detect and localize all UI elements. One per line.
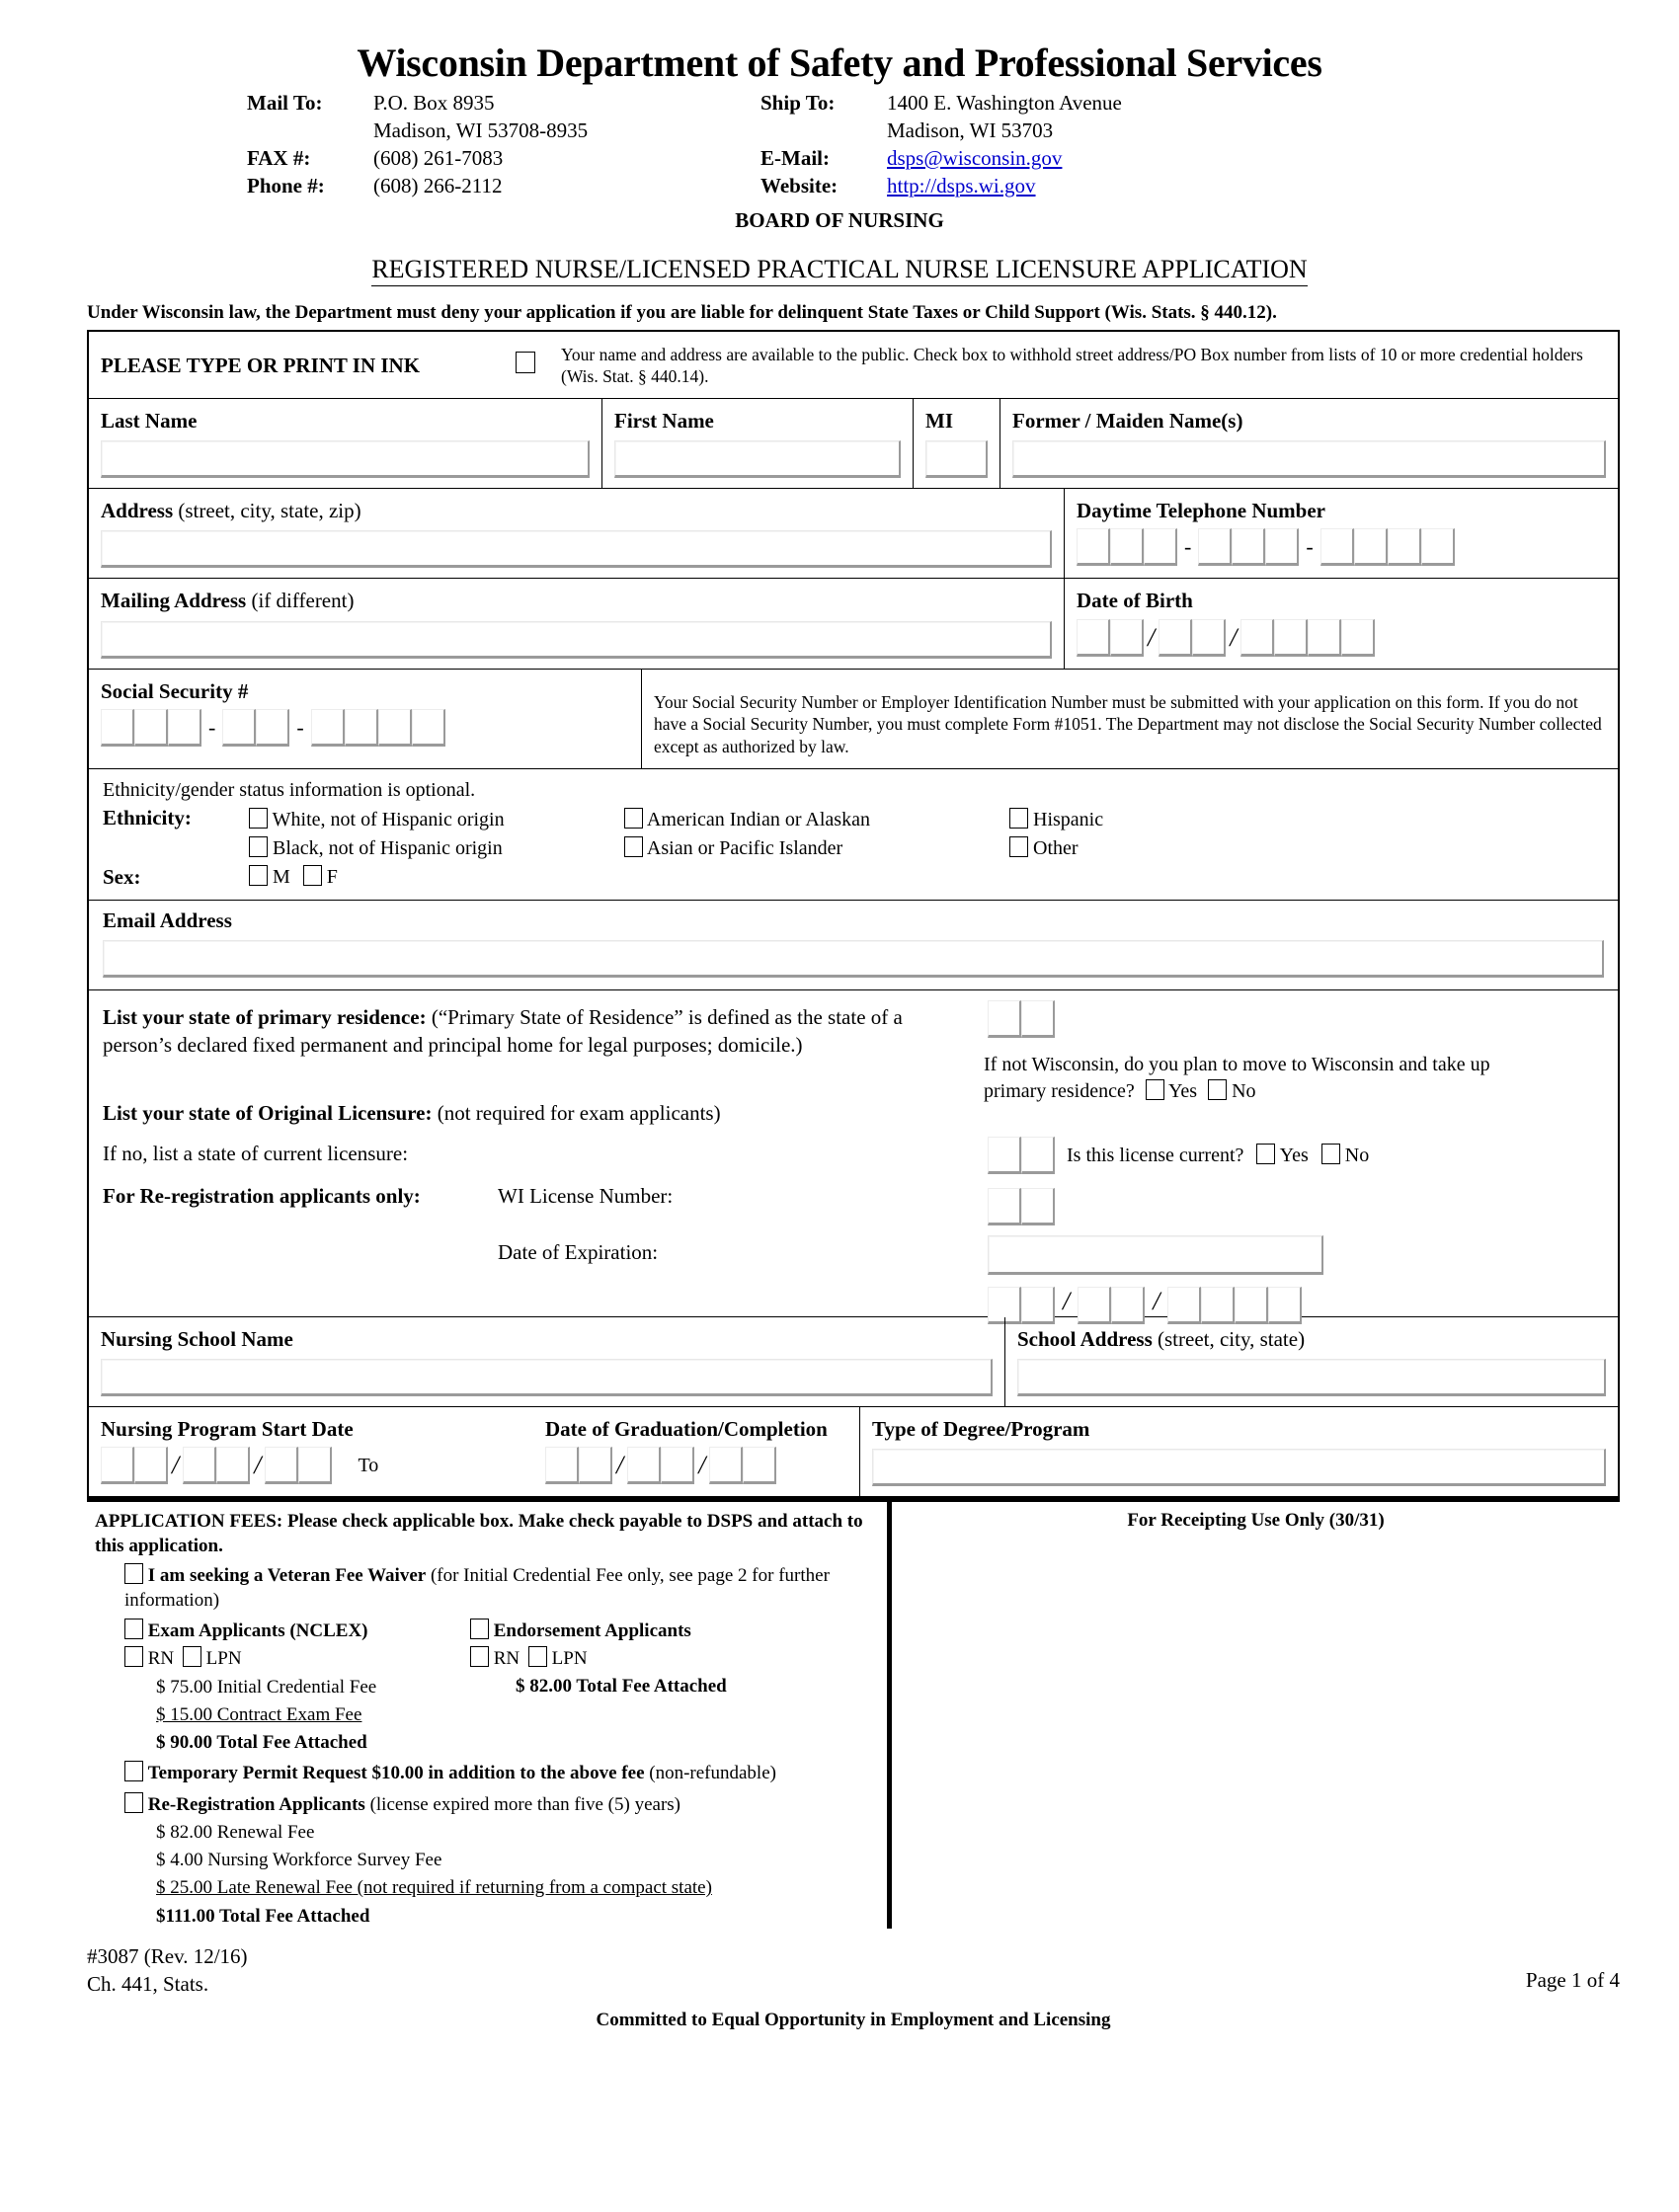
dob-box[interactable] [1341,619,1375,657]
current-licensure-state-boxes[interactable] [988,1188,1055,1225]
website-row [760,173,1620,200]
graduation-box[interactable] [743,1447,776,1484]
fax-label: FAX #: [247,145,311,170]
mail-to-spacer [247,118,373,145]
mailing-address-row [89,579,1618,669]
ethnicity-optional-note: Ethnicity/gender status information is optional. [103,778,476,801]
page-number: Page 1 of 4 [1525,1967,1620,1992]
graduation-date-label: Date of Graduation/Completion [545,1417,828,1442]
address-label [101,499,1052,522]
ship-to-label: Ship To: [760,91,836,115]
application-fees-title: APPLICATION FEES: Please check applicable box. Make check payable to DSPS and attach to this application. [95,1511,863,1556]
graduation-date-cell [533,1407,859,1496]
ethnicity-option-label: White, not of Hispanic origin [272,808,505,830]
sex-option-label-f: F [326,865,338,888]
dob-box[interactable] [1110,619,1144,657]
ssn-box[interactable] [256,709,289,747]
ethnicity-option[interactable] [1009,806,1604,834]
rereg-fee-total: $111.00 Total Fee Attached [156,1905,370,1927]
ssn-box[interactable] [101,709,134,747]
residence-right-stack [968,990,1618,1316]
program-start-box[interactable] [216,1447,250,1484]
ssn-box[interactable] [168,709,201,747]
phone-box[interactable] [1110,528,1144,566]
reregistration-checkbox[interactable] [124,1792,143,1813]
phone-box[interactable] [1421,528,1455,566]
dob-box[interactable] [1192,619,1226,657]
fax-value: (608) 261-7083 [373,145,504,170]
graduation-box[interactable] [709,1447,743,1484]
ethnicity-checkbox-hispanic[interactable] [1009,808,1028,829]
ship-to-line2: Madison, WI 53703 [887,118,1054,142]
date-of-expiration-label: Date of Expiration: [498,1240,659,1265]
form-number: #3087 (Rev. 12/16) [87,1943,248,1968]
address-input[interactable] [101,530,1052,568]
endorsement-credential-line[interactable] [470,1646,877,1672]
ethnicity-option-label: Other [1033,836,1079,859]
school-address-label [1017,1327,1606,1351]
sex-option-label-m: M [273,865,290,888]
program-start-box[interactable] [134,1447,168,1484]
primary-state-box[interactable] [1021,1000,1055,1038]
phone-row [247,173,760,200]
name-row [89,399,1618,489]
footer-left [87,1942,1620,1999]
primary-state-box[interactable] [988,1000,1021,1038]
reregistration-line[interactable] [95,1792,877,1818]
form-page [0,40,1679,2212]
ship-to-row2 [760,118,1620,145]
primary-residence-bold: List your state of primary residence: [103,1005,427,1029]
graduation-box[interactable] [661,1447,694,1484]
receipting-label: For Receipting Use Only (30/31) [1127,1510,1385,1532]
withhold-checkbox-cell[interactable] [504,332,549,385]
daytime-phone-cell [1065,489,1618,578]
last-name-label: Last Name [101,409,198,434]
ethnicity-option-label: Black, not of Hispanic origin [273,836,503,859]
program-start-box[interactable] [101,1447,134,1484]
license-current-yes-checkbox[interactable] [1256,1144,1275,1164]
school-address-input[interactable] [1017,1359,1606,1396]
phone-box[interactable] [1077,528,1110,566]
exam-credential-line[interactable] [95,1646,470,1672]
school-address-hint: (street, city, state) [1158,1327,1306,1351]
program-start-cell [89,1407,533,1496]
endorsement-applicants-column [470,1617,877,1755]
page-title: Wisconsin Department of Safety and Professional Services [357,40,1322,85]
degree-type-cell [859,1407,1618,1496]
dob-separator: / [1230,622,1238,652]
sex-choices [249,865,338,890]
phone-separator: - [1306,534,1314,560]
ssn-note: Your Social Security Number or Employer Identification Number must be submitted with your application on this form. If you do not have a Social Security Number, you must complete Form #1051. The Department may not disclose the Social Security Number collected except as authorized by law. [654,691,1602,757]
ethnicity-option[interactable] [624,806,1009,834]
email-row [760,145,1620,173]
ethnicity-option[interactable] [249,834,624,863]
rereg-fee-renewal: $ 82.00 Renewal Fee [156,1822,315,1844]
mail-to-line1: P.O. Box 8935 [373,91,495,115]
license-current-text: Is this license current? [1067,1145,1244,1166]
ship-to-spacer [760,118,887,145]
license-yes-label: Yes [1279,1145,1309,1166]
sex-checkbox-male[interactable] [249,865,268,886]
board-name: BOARD OF NURSING [735,207,944,232]
wi-license-number-input-wrap [988,1235,1323,1275]
endorsement-lpn-label: LPN [551,1647,588,1669]
sex-label: Sex: [103,864,141,889]
reregistration-bold: Re-Registration Applicants [147,1793,365,1815]
endorsement-applicants-checkbox[interactable] [470,1619,489,1639]
endorsement-applicants-line[interactable] [470,1619,877,1644]
temporary-permit-checkbox[interactable] [124,1761,143,1781]
expiration-separator: / [1153,1287,1160,1315]
ethnicity-checkbox-other[interactable] [1009,836,1028,857]
license-current-no-checkbox[interactable] [1321,1144,1340,1164]
former-name-input[interactable] [1012,440,1606,478]
nursing-school-name-label: Nursing School Name [101,1327,293,1351]
ssn-box[interactable] [134,709,168,747]
primary-residence-rest: (“Primary State of Residence” is defined as the state of a person’s declared fixed permanent and principal home for legal purposes; domicile.) [103,1005,903,1057]
exam-lpn-label: LPN [205,1647,242,1669]
last-name-cell [89,399,602,488]
ssn-box[interactable] [412,709,445,747]
program-start-boxes[interactable] [101,1447,521,1484]
application-title [0,255,1679,284]
ssn-separator: - [296,714,304,740]
chapter-reference: Ch. 441, Stats. [87,1971,209,1996]
dob-box[interactable] [1274,619,1308,657]
mailing-address-hint: (if different) [251,589,355,613]
address-row [89,489,1618,579]
ssn-cell [89,670,642,768]
school-address-cell [1005,1317,1618,1406]
program-start-box[interactable] [298,1447,332,1484]
fax-row [247,145,760,173]
exam-fee-contract: $ 15.00 Contract Exam Fee [156,1703,362,1725]
ssn-label: Social Security # [101,678,249,703]
ethnicity-label: Ethnicity: [103,805,192,830]
application-fees-section [87,1498,1620,1928]
temporary-permit-rest: (non-refundable) [649,1762,776,1783]
dob-box[interactable] [1308,619,1341,657]
former-name-label: Former / Maiden Name(s) [1012,409,1243,434]
exam-lpn-checkbox[interactable] [183,1646,201,1667]
date-of-birth-label: Date of Birth [1077,589,1193,613]
expiration-separator: / [1063,1287,1071,1315]
equal-opportunity-statement: Committed to Equal Opportunity in Employment and Licensing [596,2010,1111,2031]
application-form-table [87,330,1620,1499]
school-address-label-text: School Address [1017,1327,1153,1351]
ethnicity-column-1 [249,806,624,863]
veteran-fee-waiver-rest: (for Initial Credential Fee only, see page 2 for further information) [124,1564,830,1611]
email-address-input[interactable] [103,940,1604,978]
if-no-state-label: If no, list a state of current licensure: [103,1142,409,1166]
rereg-applicants-label: For Re-registration applicants only: [103,1184,421,1209]
mailing-address-label-text: Mailing Address [101,589,247,613]
program-dates-row [89,1407,1618,1496]
original-licensure-bold: List your state of Original Licensure: [103,1101,433,1126]
phone-box[interactable] [1144,528,1177,566]
sex-options [103,865,1604,890]
residence-left-cell [89,990,968,1316]
graduation-box[interactable] [579,1447,612,1484]
dob-box[interactable] [1159,619,1192,657]
rereg-fee-late-wrap [95,1875,877,1900]
original-state-box[interactable] [988,1137,1021,1174]
ssn-box[interactable] [222,709,256,747]
program-start-separator: / [172,1451,180,1480]
temporary-permit-line[interactable] [95,1761,877,1786]
phone-value: (608) 266-2112 [373,173,503,198]
daytime-phone-label: Daytime Telephone Number [1077,499,1325,523]
ethnicity-options [103,806,1604,863]
ethnicity-option[interactable] [624,834,1009,863]
phone-separator: - [1184,534,1192,560]
temporary-permit-bold: Temporary Permit Request $10.00 in addition to the above fee [147,1762,645,1783]
exam-rn-checkbox[interactable] [124,1646,143,1667]
date-of-birth-boxes[interactable] [1077,619,1606,657]
first-name-label: First Name [614,409,714,434]
ethnicity-checkbox-american-indian[interactable] [624,808,643,829]
original-licensure-rest: (not required for exam applicants) [437,1101,721,1126]
phone-box[interactable] [1232,528,1265,566]
mailing-address-label [101,589,1052,612]
last-name-input[interactable] [101,440,590,478]
graduation-separator: / [698,1451,706,1480]
mailing-address-cell [89,579,1065,668]
move-to-wisconsin-question [984,1052,1537,1105]
mail-to-row2 [247,118,760,145]
email-address-label: Email Address [103,908,232,932]
license-current-question [1067,1144,1369,1167]
rereg-fee-survey: $ 4.00 Nursing Workforce Survey Fee [156,1850,442,1871]
rereg-row [103,1184,954,1209]
endorsement-rn-label: RN [493,1647,520,1669]
mail-to-row [247,90,760,118]
exam-applicants-column [95,1617,470,1755]
move-no-label: No [1232,1080,1256,1102]
dob-separator: / [1148,622,1156,652]
ethnicity-row [89,769,1618,901]
mailing-address-input[interactable] [101,621,1052,659]
ethnicity-option-label: Asian or Pacific Islander [646,836,843,859]
reregistration-rest: (license expired more than five (5) years) [369,1793,680,1815]
law-notice: Under Wisconsin law, the Department must deny your application if you are liable for delinquent State Taxes or Child Support (Wis. Stats. § 440.12). [87,301,1277,323]
degree-type-label: Type of Degree/Program [872,1417,1090,1442]
withhold-address-checkbox[interactable] [516,352,535,373]
exam-applicants-checkbox[interactable] [124,1619,143,1639]
exam-applicants-line[interactable] [95,1619,470,1644]
daytime-phone-boxes[interactable] [1077,528,1606,566]
phone-box[interactable] [1388,528,1421,566]
phone-box[interactable] [1198,528,1232,566]
ssn-box[interactable] [378,709,412,747]
endorsement-applicants-label: Endorsement Applicants [493,1620,691,1642]
fees-left-column [87,1502,892,1928]
mi-label: MI [925,409,953,434]
current-state-box[interactable] [1021,1188,1055,1225]
application-title-text: REGISTERED NURSE/LICENSED PRACTICAL NURSE LICENSURE APPLICATION [371,255,1307,286]
former-name-cell [1000,399,1618,488]
ethnicity-checkbox-white[interactable] [249,808,268,829]
dob-box[interactable] [1077,619,1110,657]
school-row [89,1317,1618,1407]
ssn-separator: - [208,714,216,740]
ethnicity-checkbox-asian[interactable] [624,836,643,857]
withhold-note: Your name and address are available to the public. Check box to withhold street address/PO Box number from lists of 10 or more credential holders (Wis. Stat. § 440.14). [561,344,1583,387]
website-link[interactable]: http://dsps.wi.gov [887,173,1036,198]
veteran-fee-waiver-bold: I am seeking a Veteran Fee Waiver [147,1564,427,1586]
program-start-label: Nursing Program Start Date [101,1417,354,1442]
to-label: To [358,1454,379,1476]
endorsement-lpn-checkbox[interactable] [528,1646,547,1667]
mi-input[interactable] [925,440,988,478]
contact-header [0,90,1679,200]
move-question-text: If not Wisconsin, do you plan to move to Wisconsin and take up primary residence? [984,1054,1490,1102]
exam-rn-label: RN [147,1647,175,1669]
first-name-cell [602,399,914,488]
program-start-box[interactable] [265,1447,298,1484]
page-footer [87,1942,1620,2032]
endorsement-fee-total: $ 82.00 Total Fee Attached [516,1675,727,1697]
ethnicity-option[interactable] [1009,834,1604,863]
current-state-box[interactable] [988,1188,1021,1225]
phone-box[interactable] [1354,528,1388,566]
nursing-school-name-cell [89,1317,1005,1406]
ethnicity-cell [89,769,1618,900]
move-yes-label: Yes [1167,1080,1198,1102]
graduation-date-boxes[interactable] [545,1447,847,1484]
ethnicity-option-label: American Indian or Alaskan [646,808,870,830]
program-start-separator: / [254,1451,262,1480]
email-label: E-Mail: [760,145,830,170]
address-label-text: Address [101,499,174,523]
move-no-checkbox[interactable] [1208,1079,1227,1100]
license-no-label: No [1344,1145,1370,1166]
nursing-school-name-input[interactable] [101,1359,993,1396]
graduation-box[interactable] [545,1447,579,1484]
contact-mail-column [0,90,760,200]
original-licensure-state-row [988,1137,1369,1174]
receipting-column [892,1502,1620,1928]
degree-type-input[interactable] [872,1449,1606,1486]
ethnicity-option[interactable] [249,806,624,834]
residence-right-cell [968,990,1618,1316]
dob-box[interactable] [1240,619,1274,657]
email-link[interactable]: dsps@wisconsin.gov [887,145,1063,170]
ssn-boxes[interactable] [101,709,629,747]
date-of-birth-cell [1065,579,1618,668]
residence-row [89,990,1618,1317]
contact-ship-column [760,90,1620,200]
primary-residence-question [103,1004,954,1059]
move-yes-checkbox[interactable] [1146,1079,1164,1100]
sex-checkbox-female[interactable] [303,865,322,886]
original-state-box[interactable] [1021,1137,1055,1174]
print-in-ink-label: PLEASE TYPE OR PRINT IN INK [101,353,421,377]
phone-box[interactable] [1320,528,1354,566]
applicant-type-columns [95,1617,877,1755]
address-cell [89,489,1065,578]
website-label: Website: [760,173,839,198]
rereg-fee-late: $ 25.00 Late Renewal Fee (not required if returning from a compact state) [156,1877,712,1899]
ethnicity-column-2 [624,806,1009,863]
ethnicity-column-3 [1009,806,1604,863]
mail-to-line2: Madison, WI 53708-8935 [373,118,589,142]
phone-box[interactable] [1265,528,1299,566]
address-hint: (street, city, state, zip) [178,499,361,523]
ship-to-line1: 1400 E. Washington Avenue [887,91,1122,115]
exam-fee-total: $ 90.00 Total Fee Attached [156,1731,367,1753]
wi-license-number-input[interactable] [988,1235,1323,1275]
ssn-box[interactable] [345,709,378,747]
phone-label: Phone #: [247,173,325,198]
primary-state-boxes[interactable] [988,1000,1055,1038]
print-instructions-row [89,332,1618,400]
graduation-separator: / [616,1451,624,1480]
original-licensure-question [103,1100,954,1128]
wi-license-number-label: WI License Number: [498,1184,674,1209]
graduation-box[interactable] [627,1447,661,1484]
veteran-fee-waiver-line[interactable] [95,1563,877,1613]
ssn-box[interactable] [311,709,345,747]
ssn-row [89,670,1618,769]
exam-fee-contract-wrap [95,1702,470,1727]
ethnicity-checkbox-black[interactable] [249,836,268,857]
ethnicity-option-label: Hispanic [1033,808,1104,830]
ship-to-row [760,90,1620,118]
first-name-input[interactable] [614,440,901,478]
exam-applicants-label: Exam Applicants (NCLEX) [147,1620,368,1642]
veteran-fee-waiver-checkbox[interactable] [124,1563,143,1584]
expiration-row [103,1240,954,1265]
mi-cell [914,399,1000,488]
email-address-cell [89,901,1618,989]
mail-to-label: Mail To: [247,91,323,115]
email-address-row [89,901,1618,990]
program-start-box[interactable] [183,1447,216,1484]
endorsement-rn-checkbox[interactable] [470,1646,489,1667]
exam-fee-initial: $ 75.00 Initial Credential Fee [156,1676,377,1698]
